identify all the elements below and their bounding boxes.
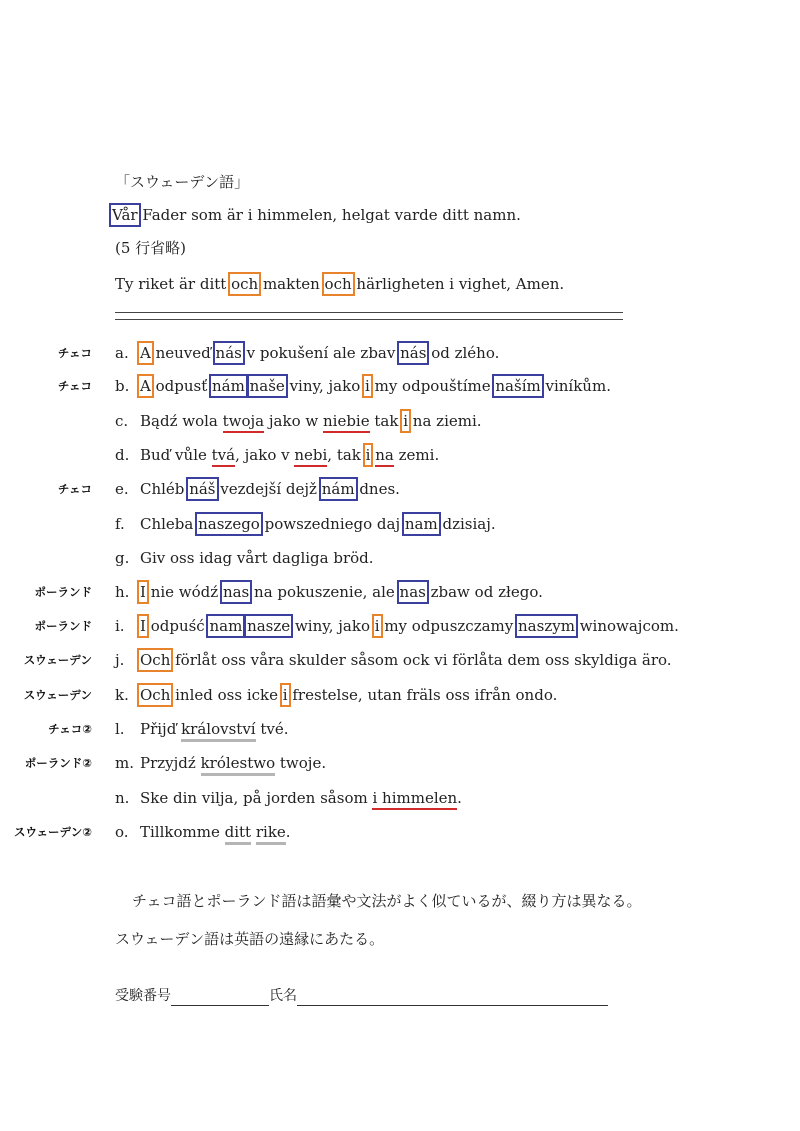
text: Giv oss idag vårt dagliga bröd. (140, 549, 374, 567)
section-title: 「スウェーデン語」 (115, 173, 250, 191)
text: förlåt oss våra skulder såsom ock vi förlåta dem oss skyldiga äro. (170, 651, 672, 669)
item-marker: i. (115, 617, 125, 635)
word: i (282, 686, 288, 704)
exam-number-label: 受験番号 (115, 988, 171, 1004)
item-marker: k. (115, 686, 129, 704)
item-marker: h. (115, 583, 130, 601)
text: powszedniego daj (259, 515, 405, 533)
text: Chléb (140, 480, 190, 498)
item-marker: m. (115, 754, 134, 772)
note-2: スウェーデン語は英語の遠縁にあたる。 (115, 930, 385, 948)
word: Och (140, 651, 171, 669)
word: nám (212, 377, 245, 395)
text: viníkům. (540, 377, 611, 395)
item-marker: f. (115, 515, 125, 533)
sentence-l (140, 719, 289, 739)
item-marker: d. (115, 446, 130, 464)
note-1: チェコ語とポーランド語は語彙や文法がよく似ているが、綴り方は異なる。 (132, 892, 642, 910)
text: Tillkomme (140, 823, 225, 841)
language-label: ポーランド (34, 619, 92, 633)
sentence-c (140, 411, 482, 431)
word: tvá (212, 446, 235, 467)
word: i (374, 617, 380, 635)
sentence-e (140, 479, 400, 499)
language-label: スウェーデン (23, 688, 92, 702)
line-text: Fader som är i himmelen, helgat varde ditt namn. (137, 206, 521, 224)
item-marker: j. (115, 651, 125, 669)
word: nam (404, 515, 438, 533)
sentence-b (140, 376, 611, 396)
language-label: チェコ② (48, 722, 92, 736)
text: , jako v (235, 446, 295, 464)
language-label: チェコ (57, 346, 92, 360)
word-och: och (324, 275, 352, 293)
item-marker: o. (115, 823, 129, 841)
text: my odpuszczamy (379, 617, 519, 635)
word: naszego (198, 515, 260, 533)
word-var: Vår (112, 206, 138, 224)
word: królestwo (201, 754, 276, 776)
item-marker: l. (115, 720, 125, 738)
item-marker: c. (115, 412, 129, 430)
word: I (140, 617, 146, 635)
exam-info-row (115, 986, 608, 1006)
text: Ske din vilja, på jorden såsom (140, 789, 373, 807)
text: odpusť (150, 377, 213, 395)
name-field[interactable] (297, 989, 608, 1006)
text: . (457, 789, 462, 807)
word: na (375, 446, 394, 467)
word: nás (400, 344, 427, 362)
text: twoje. (275, 754, 327, 772)
word: nasze (247, 617, 291, 635)
sentence-m (140, 753, 326, 773)
language-label: スウェーデン (23, 653, 92, 667)
word: rike (256, 823, 286, 845)
text: frestelse, utan fräls oss ifrån ondo. (287, 686, 558, 704)
word: náš (189, 480, 216, 498)
text: Buď vůle (140, 446, 212, 464)
item-marker: e. (115, 480, 129, 498)
language-label: チェコ (57, 482, 92, 496)
word: i (403, 412, 409, 430)
text: zemi. (393, 446, 440, 464)
text: na pokuszenie, ale (249, 583, 400, 601)
text: odpuść (145, 617, 210, 635)
text (245, 377, 250, 395)
text: , tak (327, 446, 366, 464)
word: I (140, 583, 146, 601)
word: i (365, 377, 370, 395)
sentence-n (140, 788, 462, 808)
sentence-a (140, 343, 499, 363)
word: twoja (223, 412, 265, 433)
word: nebi (294, 446, 327, 467)
text: Přijď (140, 720, 182, 738)
text: Bądź wola (140, 412, 223, 430)
text: na ziemi. (408, 412, 482, 430)
sentence-h (140, 582, 543, 602)
line-text: härligheten i vighet, Amen. (351, 275, 565, 293)
word: Och (140, 686, 171, 704)
omitted-note: (5 行省略) (115, 239, 187, 257)
word: i himmelen (372, 789, 457, 810)
text: v pokušení ale zbav (241, 344, 401, 362)
text: nie wódź (145, 583, 223, 601)
sentence-d (140, 445, 439, 465)
swedish-line-2 (115, 274, 564, 294)
sentence-o (140, 822, 291, 842)
sentence-j (140, 650, 672, 670)
text: Chleba (140, 515, 199, 533)
word: nam (209, 617, 243, 635)
swedish-line-1 (112, 205, 521, 225)
item-marker: g. (115, 549, 130, 567)
word: království (181, 720, 256, 742)
text: tvé. (255, 720, 289, 738)
text: . (285, 823, 291, 841)
word: A (140, 377, 151, 395)
word: niebie (323, 412, 370, 433)
word: nas (222, 583, 250, 601)
text: winowajcom. (574, 617, 679, 635)
text: dnes. (354, 480, 400, 498)
line-text: makten (258, 275, 325, 293)
language-label: ポーランド② (24, 756, 92, 770)
text: od zlého. (426, 344, 500, 362)
sentence-k (140, 685, 557, 705)
language-label: チェコ (57, 379, 92, 393)
word: nás (215, 344, 242, 362)
word: ditt (225, 823, 251, 845)
word: nas (399, 583, 426, 601)
text: jako w (264, 412, 323, 430)
sentence-f (140, 514, 496, 534)
exam-number-field[interactable] (171, 989, 269, 1006)
text: tak (369, 412, 404, 430)
word: nám (321, 480, 355, 498)
line-text: Ty riket är ditt (115, 275, 232, 293)
text: winy, jako (290, 617, 375, 635)
word: naším (495, 377, 541, 395)
name-label: 氏名 (269, 988, 297, 1004)
text: dzisiaj. (437, 515, 496, 533)
text: Przyjdź (140, 754, 201, 772)
text: zbaw od złego. (425, 583, 543, 601)
sentence-g (140, 548, 374, 568)
item-marker: b. (115, 377, 130, 395)
text: inled oss icke (170, 686, 283, 704)
language-label: ポーランド (34, 585, 92, 599)
text: neuveď (150, 344, 216, 362)
word-och: och (231, 275, 259, 293)
word: i (365, 446, 371, 464)
text: my odpouštíme (369, 377, 496, 395)
text: viny, jako (284, 377, 366, 395)
sentence-i (140, 616, 679, 636)
item-marker: n. (115, 789, 130, 807)
word: A (140, 344, 151, 362)
double-divider (115, 312, 623, 320)
language-label: スウェーデン② (13, 825, 92, 839)
item-marker: a. (115, 344, 129, 362)
word: naszym (518, 617, 575, 635)
text: vezdejší dejž (215, 480, 322, 498)
word: naše (249, 377, 285, 395)
